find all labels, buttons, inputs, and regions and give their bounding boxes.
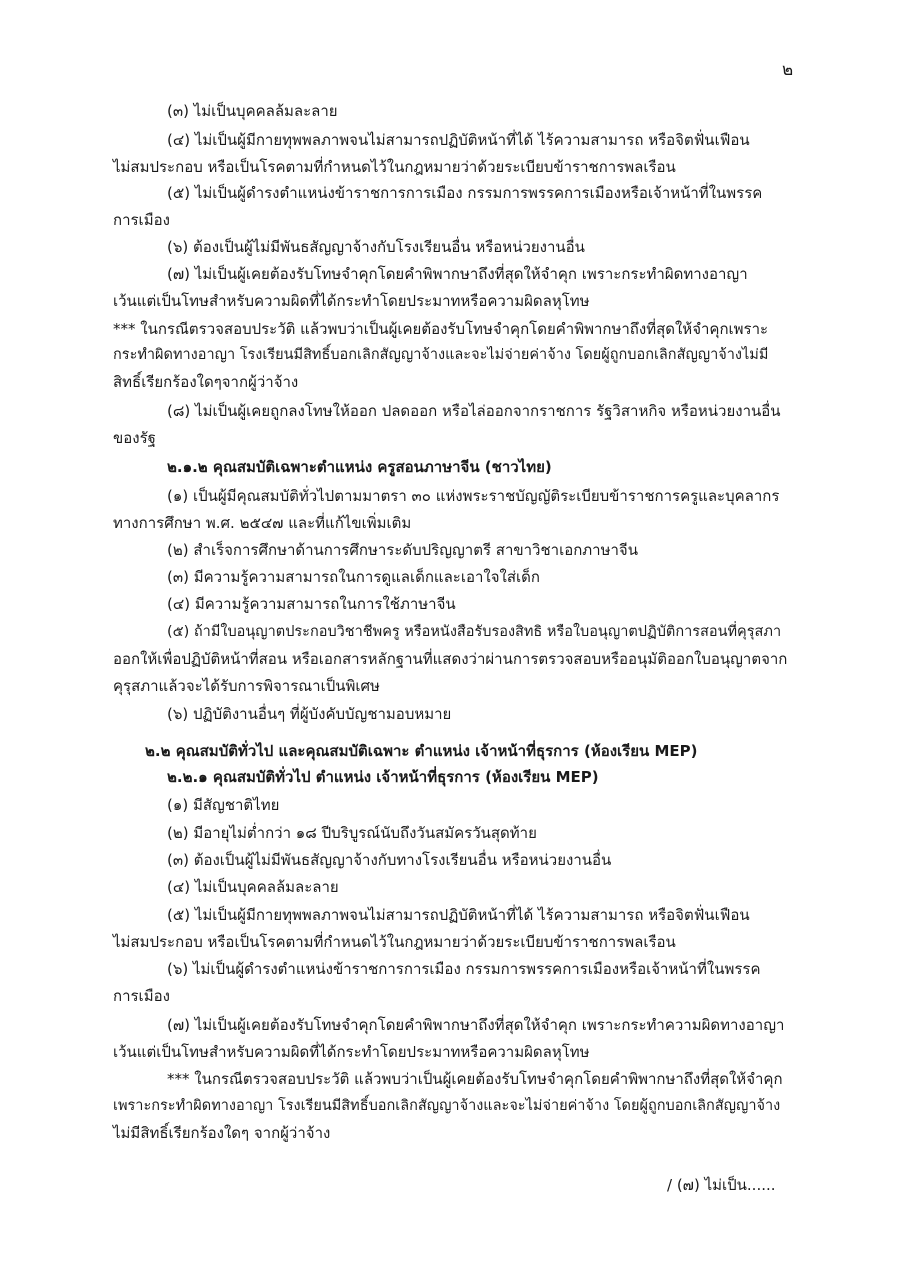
doc-line: (๓) ไม่เป็นบุคคลล้มละลาย — [167, 102, 338, 120]
doc-line: (๔) ไม่เป็นผู้มีกายทุพพลภาพจนไม่สามารถปฏิบัติหน้าที่ได้ ไร้ความสามารถ หรือจิตฟั่นเฟือน — [167, 131, 750, 149]
doc-line: (๕) ไม่เป็นผู้ดำรงตำแหน่งข้าราชการการเมือง กรรมการพรรคการเมืองหรือเจ้าหน้าที่ในพรรค — [167, 184, 763, 202]
doc-line: (๒) มีอายุไม่ต่ำกว่า ๑๘ ปีบริบูรณ์นับถึงวันสมัครวันสุดท้าย — [167, 824, 537, 842]
doc-line: ออกให้เพื่อปฏิบัติหน้าที่สอน หรือเอกสารหลักฐานที่แสดงว่าผ่านการตรวจสอบหรืออนุมัติออกใบอนุญาตจาก — [113, 650, 788, 668]
doc-line: (๕) ถ้ามีใบอนุญาตประกอบวิชาชีพครู หรือหนังสือรับรองสิทธิ หรือใบอนุญาตปฏิบัติการสอนที่คุรุสภา — [167, 624, 782, 640]
doc-line: เพราะกระทำผิดทางอาญา โรงเรียนมีสิทธิ์บอกเลิกสัญญาจ้างและจะไม่จ่ายค่าจ้าง โดยผู้ถูกบอกเลิกสัญญาจ้าง — [113, 1098, 781, 1114]
doc-line: ของรัฐ — [113, 429, 156, 447]
doc-line: (๓) มีความรู้ความสามารถในการดูแลเด็กและเอาใจใส่เด็ก — [167, 568, 540, 586]
doc-line: (๘) ไม่เป็นผู้เคยถูกลงโทษให้ออก ปลดออก หรือไล่ออกจากราชการ รัฐวิสาหกิจ หรือหน่วยงานอื่น — [167, 402, 781, 420]
doc-line: กระทำผิดทางอาญา โรงเรียนมีสิทธิ์บอกเลิกสัญญาจ้างและจะไม่จ่ายค่าจ้าง โดยผู้ถูกบอกเลิกสัญญาจ้างไม่มี — [113, 347, 769, 363]
section-heading: ๒.๑.๒ คุณสมบัติเฉพาะตำแหน่ง ครูสอนภาษาจีน (ชาวไทย) — [167, 458, 552, 476]
doc-line: (๑) มีสัญชาติไทย — [167, 796, 280, 814]
doc-line: (๔) ไม่เป็นบุคคลล้มละลาย — [167, 878, 339, 896]
doc-line: (๑) เป็นผู้มีคุณสมบัติทั่วไปตามมาตรา ๓๐ แห่งพระราชบัญญัติระเบียบข้าราชการครูและบุคลากร — [167, 487, 780, 505]
section-heading: ๒.๒ คุณสมบัติทั่วไป และคุณสมบัติเฉพาะ ตำแหน่ง เจ้าหน้าที่ธุรการ (ห้องเรียน MEP) — [145, 742, 698, 760]
doc-line: การเมือง — [113, 211, 170, 229]
continuation-footer: / (๗) ไม่เป็น...... — [667, 1176, 776, 1194]
doc-line: (๓) ต้องเป็นผู้ไม่มีพันธสัญญาจ้างกับทางโรงเรียนอื่น หรือหน่วยงานอื่น — [167, 851, 612, 869]
doc-line: *** ในกรณีตรวจสอบประวัติ แล้วพบว่าเป็นผู้เคยต้องรับโทษจำคุกโดยคำพิพากษาถึงที่สุดให้จำคุกเพราะ — [113, 320, 769, 338]
doc-line: (๗) ไม่เป็นผู้เคยต้องรับโทษจำคุกโดยคำพิพากษาถึงที่สุดให้จำคุก เพราะกระทำผิดทางอาญา — [167, 265, 748, 283]
doc-line: ไม่สมประกอบ หรือเป็นโรคตามที่กำหนดไว้ในกฎหมายว่าด้วยระเบียบข้าราชการพลเรือน — [113, 933, 676, 951]
doc-line: (๖) ต้องเป็นผู้ไม่มีพันธสัญญาจ้างกับโรงเรียนอื่น หรือหน่วยงานอื่น — [167, 238, 585, 256]
doc-line: (๕) ไม่เป็นผู้มีกายทุพพลภาพจนไม่สามารถปฏิบัติหน้าที่ได้ ไร้ความสามารถ หรือจิตฟั่นเฟือน — [167, 906, 750, 924]
doc-line: (๗) ไม่เป็นผู้เคยต้องรับโทษจำคุกโดยคำพิพากษาถึงที่สุดให้จำคุก เพราะกระทำความผิดทางอาญา — [167, 1016, 785, 1034]
doc-line: ทางการศึกษา พ.ศ. ๒๕๔๗ และที่แก้ไขเพิ่มเติม — [113, 514, 412, 532]
doc-line: คุรุสภาแล้วจะได้รับการพิจารณาเป็นพิเศษ — [113, 677, 380, 695]
doc-line: (๖) ปฏิบัติงานอื่นๆ ที่ผู้บังคับบัญชามอบหมาย — [167, 705, 452, 723]
doc-line: (๖) ไม่เป็นผู้ดำรงตำแหน่งข้าราชการการเมือง กรรมการพรรคการเมืองหรือเจ้าหน้าที่ในพรรค — [167, 960, 761, 978]
doc-line: เว้นแต่เป็นโทษสำหรับความผิดที่ได้กระทำโดยประมาทหรือความผิดลหุโทษ — [113, 292, 590, 310]
section-heading: ๒.๒.๑ คุณสมบัติทั่วไป ตำแหน่ง เจ้าหน้าที่ธุรการ (ห้องเรียน MEP) — [167, 768, 599, 786]
doc-line: เว้นแต่เป็นโทษสำหรับความผิดที่ได้กระทำโดยประมาทหรือความผิดลหุโทษ — [113, 1043, 590, 1061]
doc-line: สิทธิ์เรียกร้องใดๆจากผู้ว่าจ้าง — [113, 373, 299, 391]
doc-line: การเมือง — [113, 987, 170, 1005]
doc-line: (๒) สำเร็จการศึกษาด้านการศึกษาระดับปริญญาตรี สาขาวิชาเอกภาษาจีน — [167, 541, 638, 559]
doc-line: (๔) มีความรู้ความสามารถในการใช้ภาษาจีน — [167, 595, 456, 613]
doc-line: ไม่มีสิทธิ์เรียกร้องใดๆ จากผู้ว่าจ้าง — [113, 1124, 331, 1142]
doc-line: *** ในกรณีตรวจสอบประวัติ แล้วพบว่าเป็นผู้เคยต้องรับโทษจำคุกโดยคำพิพากษาถึงที่สุดให้จำคุก — [167, 1070, 783, 1088]
doc-line: ไม่สมประกอบ หรือเป็นโรคตามที่กำหนดไว้ในกฎหมายว่าด้วยระเบียบข้าราชการพลเรือน — [113, 158, 676, 176]
page-number: ๒ — [782, 60, 794, 80]
